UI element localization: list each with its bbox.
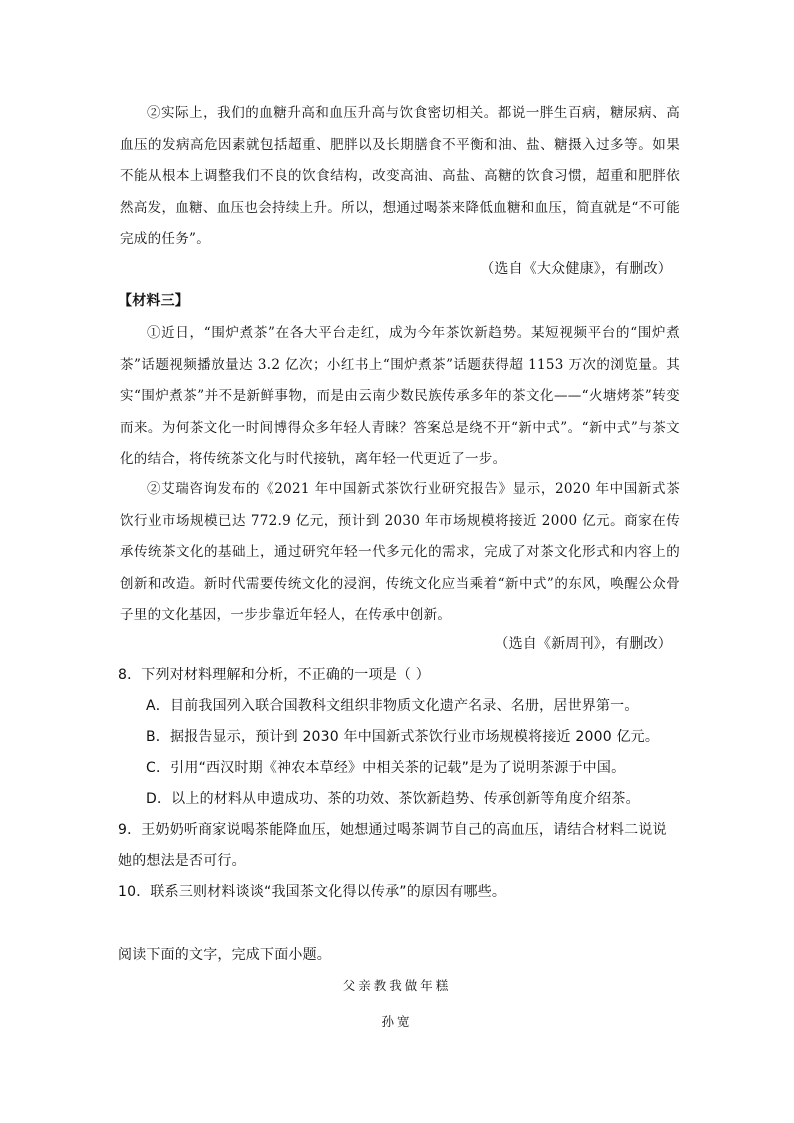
- material2-source: （选自《大众健康》，有删改）: [480, 261, 672, 277]
- essay-title: 父亲教我做年糕: [342, 978, 452, 993]
- question-9: 9．王奶奶听商家说喝茶能降血压，她想通过喝茶调节自己的高血压，请结合材料二说说她的想法是否可行。: [118, 822, 667, 869]
- material3-paragraph-1: ①近日，“围炉煮茶”在各大平台走红，成为今年茶饮新趋势。某短视频平台的“围炉煮茶”话题视频播放量达 3.2 亿次；小红书上“围炉煮茶”话题获得超 1153 万次的浏览量。其实“围炉煮茶”并不是新鲜事物，而是由云南少数民族传承多年的茶文化——“火塘烤茶”转变而来。为何茶文化一时间博得众多年轻人青睐？答案总是绕不开“新中式”。“新中式”与茶文化的结合，将传统茶文化与时代接轨，离年轻一代更近了一步。: [120, 325, 680, 467]
- material3-heading: 【材料三】: [118, 293, 189, 309]
- material2-paragraph-2: ②实际上，我们的血糖升高和血压升高与饮食密切相关。都说一胖生百病，糖尿病、高血压的发病高危因素就包括超重、肥胖以及长期膳食不平衡和油、盐、糖摄入过多等。如果不能从根本上调整我们不良的饮食结构，改变高油、高盐、高糖的饮食习惯，超重和肥胖依然高发，血糖、血压也会持续上升。所以，想通过喝茶来降低血糖和血压，简直就是“不可能完成的任务”。: [120, 105, 680, 247]
- essay-author: 孙宽: [381, 1014, 413, 1029]
- question-8-stem: 8．下列对材料理解和分析，不正确的一项是（ ）: [118, 667, 430, 683]
- question-8-option-d: D．以上的材料从申遗成功、茶的功效、茶饮新趋势、传承创新等角度介绍茶。: [146, 791, 640, 807]
- question-8-option-b: B．据报告显示，预计到 2030 年中国新式茶饮行业市场规模将接近 2000 亿元。: [146, 729, 660, 745]
- question-8-option-c: C．引用“西汉时期《神农本草经》中相关茶的记载”是为了说明茶源于中国。: [146, 760, 626, 776]
- question-10: 10．联系三则材料谈谈“我国茶文化得以传承”的原因有哪些。: [118, 884, 507, 900]
- material3-paragraph-2: ②艾瑞咨询发布的《2021 年中国新式茶饮行业研究报告》显示，2020 年中国新式茶饮行业市场规模已达 772.9 亿元，预计到 2030 年市场规模将接近 2000 亿元。商家在传承传统茶文化的基础上，通过研究年轻一代多元化的需求，完成了对茶文化形式和内容上的创新和改造。新时代需要传统文化的浸润，传统文化应当乘着“新中式”的东风，唤醒公众骨子里的文化基因，一步步靠近年轻人，在传承中创新。: [120, 481, 680, 623]
- material3-source: （选自《新周刊》，有删改）: [494, 636, 672, 652]
- reading-instruction: 阅读下面的文字，完成下面小题。: [118, 947, 331, 963]
- question-8-option-a: A．目前我国列入联合国教科文组织非物质文化遗产名录、名册，居世界第一。: [146, 698, 639, 714]
